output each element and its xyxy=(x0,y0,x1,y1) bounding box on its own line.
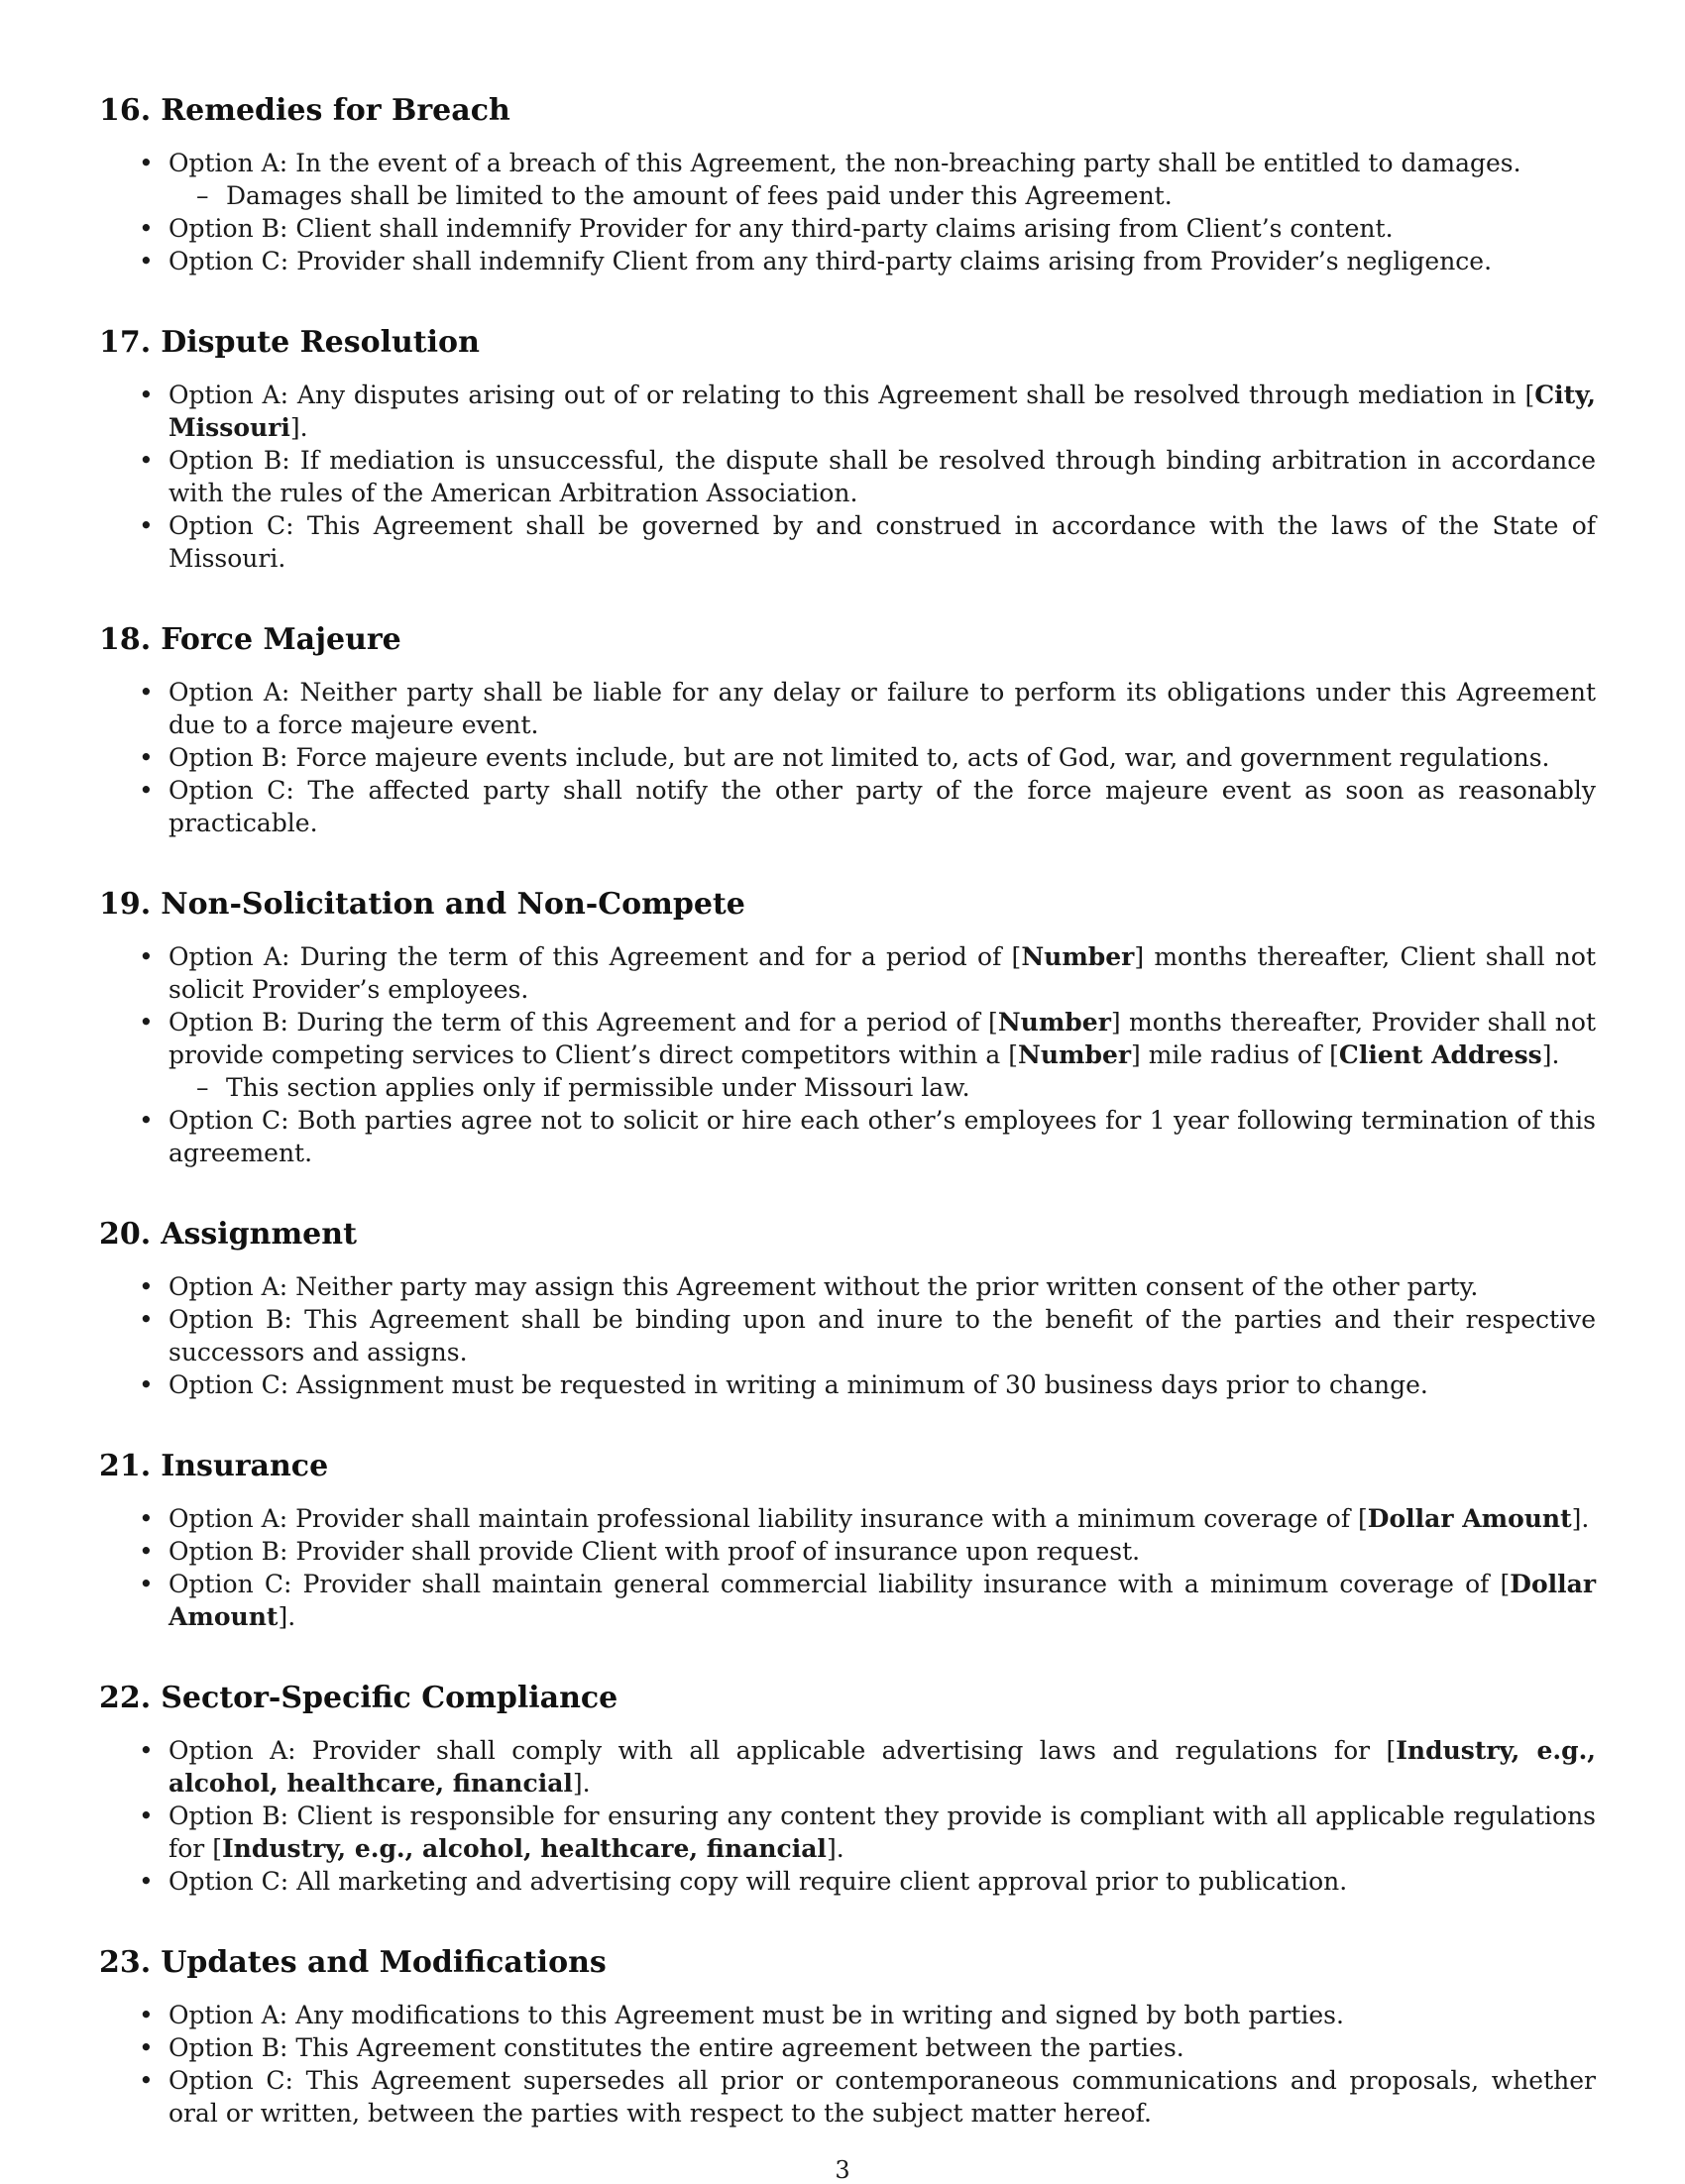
list-item: • Option A: Any modifications to this Agreement must be in writing and signed by both parties. xyxy=(99,1999,1596,2031)
section-remedies-for-breach xyxy=(99,89,1596,277)
section-insurance xyxy=(99,1445,1596,1633)
section-heading: 23. Updates and Modifications xyxy=(99,1945,607,1980)
section-heading: 20. Assignment xyxy=(99,1217,357,1252)
placeholder-field: Industry, e.g., alcohol, healthcare, financial xyxy=(221,1834,827,1863)
list-item: • Option A: Neither party may assign this Agreement without the prior written consent of the other party. xyxy=(99,1270,1596,1303)
placeholder-field: Dollar Amount xyxy=(1367,1504,1572,1533)
placeholder-field: Number xyxy=(1017,1040,1132,1069)
list-item: • Option C: Provider shall indemnify Client from any third-party claims arising from Provider’s negligence. xyxy=(99,245,1596,277)
list-item: • Option C: Assignment must be requested in writing a minimum of 30 business days prior to change. xyxy=(99,1368,1596,1401)
list-item: • Option C: This Agreement shall be governed by and construed in accordance with the laws of the State of Missouri. xyxy=(99,509,1596,575)
sub-list-item: – Damages shall be limited to the amount of fees paid under this Agreement. xyxy=(168,179,1596,212)
list-item: • Option C: Provider shall maintain general commercial liability insurance with a minimum coverage of [Dollar Amount]. xyxy=(99,1568,1596,1633)
option-list xyxy=(99,1999,1596,2129)
document-page xyxy=(99,89,1596,2173)
placeholder-field: Client Address xyxy=(1338,1040,1542,1069)
list-item: • Option A: Provider shall maintain professional liability insurance with a minimum coverage of [Dollar Amount]. xyxy=(99,1502,1596,1535)
placeholder-field: Number xyxy=(997,1008,1111,1037)
list-item: • Option A: Provider shall comply with all applicable advertising laws and regulations for [Industry, e.g., alcohol, healthcare, financial]. xyxy=(99,1734,1596,1800)
list-item: • Option C: This Agreement supersedes all prior or contemporaneous communications and proposals, whether oral or written, between the parties with respect to the subject matter hereof. xyxy=(99,2064,1596,2129)
placeholder-field: Number xyxy=(1021,942,1135,971)
list-item: • Option B: This Agreement constitutes the entire agreement between the parties. xyxy=(99,2031,1596,2064)
placeholder-field: Dollar Amount xyxy=(168,1570,1596,1631)
list-item: • Option B: This Agreement shall be binding upon and inure to the benefit of the parties and their respective successors and assigns. xyxy=(99,1303,1596,1368)
list-item: • Option C: Both parties agree not to solicit or hire each other’s employees for 1 year following termination of this agreement. xyxy=(99,1104,1596,1169)
option-list xyxy=(99,1502,1596,1633)
sub-list xyxy=(168,179,1596,212)
list-item: • Option B: Client is responsible for ensuring any content they provide is compliant with all applicable regulations for [Industry, e.g., alcohol, healthcare, financial]. xyxy=(99,1800,1596,1865)
list-item: • Option C: All marketing and advertising copy will require client approval prior to publication. xyxy=(99,1865,1596,1898)
option-list xyxy=(99,1270,1596,1401)
placeholder-field: Industry, e.g., alcohol, healthcare, financial xyxy=(168,1736,1597,1798)
option-list xyxy=(99,676,1596,839)
option-list xyxy=(99,147,1596,277)
section-heading: 18. Force Majeure xyxy=(99,622,401,657)
list-item: • Option A: During the term of this Agreement and for a period of [Number] months thereafter, Client shall not solicit Provider’s employees. xyxy=(99,940,1596,1006)
section-sector-specific-compliance xyxy=(99,1677,1596,1898)
section-heading: 22. Sector-Specific Compliance xyxy=(99,1681,618,1715)
section-heading: 19. Non-Solicitation and Non-Compete xyxy=(99,887,745,922)
list-item: • Option B: If mediation is unsuccessful, the dispute shall be resolved through binding arbitration in accordance with the rules of the American Arbitration Association. xyxy=(99,444,1596,509)
list-item: • Option A: Neither party shall be liable for any delay or failure to perform its obligations under this Agreement due to a force majeure event. xyxy=(99,676,1596,741)
list-item: • Option B: Provider shall provide Client with proof of insurance upon request. xyxy=(99,1535,1596,1568)
section-non-solicitation xyxy=(99,883,1596,1169)
section-dispute-resolution xyxy=(99,321,1596,575)
option-list xyxy=(99,379,1596,575)
section-updates-and-modifications xyxy=(99,1941,1596,2129)
section-heading: 17. Dispute Resolution xyxy=(99,325,480,360)
section-heading: 21. Insurance xyxy=(99,1449,329,1483)
sub-list xyxy=(168,1071,1596,1104)
page-number: 3 xyxy=(835,2156,850,2184)
list-item: • Option B: During the term of this Agreement and for a period of [Number] months thereafter, Provider shall not provide competing services to Client’s direct competitors within a [Number] mile radius of [Client Address]. – This section applies only if permissible under Missouri law. xyxy=(99,1006,1596,1104)
list-item: • Option A: Any disputes arising out of or relating to this Agreement shall be resolved through mediation in [City, Missouri]. xyxy=(99,379,1596,444)
placeholder-field: City, Missouri xyxy=(168,381,1596,442)
section-assignment xyxy=(99,1213,1596,1401)
list-item: • Option B: Client shall indemnify Provider for any third-party claims arising from Client’s content. xyxy=(99,212,1596,245)
list-item: • Option B: Force majeure events include, but are not limited to, acts of God, war, and government regulations. xyxy=(99,741,1596,774)
list-item: • Option A: In the event of a breach of this Agreement, the non-breaching party shall be entitled to damages. – Damages shall be limited to the amount of fees paid under this Agreement. xyxy=(99,147,1596,212)
sub-list-item: – This section applies only if permissible under Missouri law. xyxy=(168,1071,1596,1104)
section-force-majeure xyxy=(99,618,1596,839)
list-item: • Option C: The affected party shall notify the other party of the force majeure event as soon as reasonably practicable. xyxy=(99,774,1596,839)
section-heading: 16. Remedies for Breach xyxy=(99,93,510,128)
option-list xyxy=(99,1734,1596,1898)
option-list xyxy=(99,940,1596,1169)
